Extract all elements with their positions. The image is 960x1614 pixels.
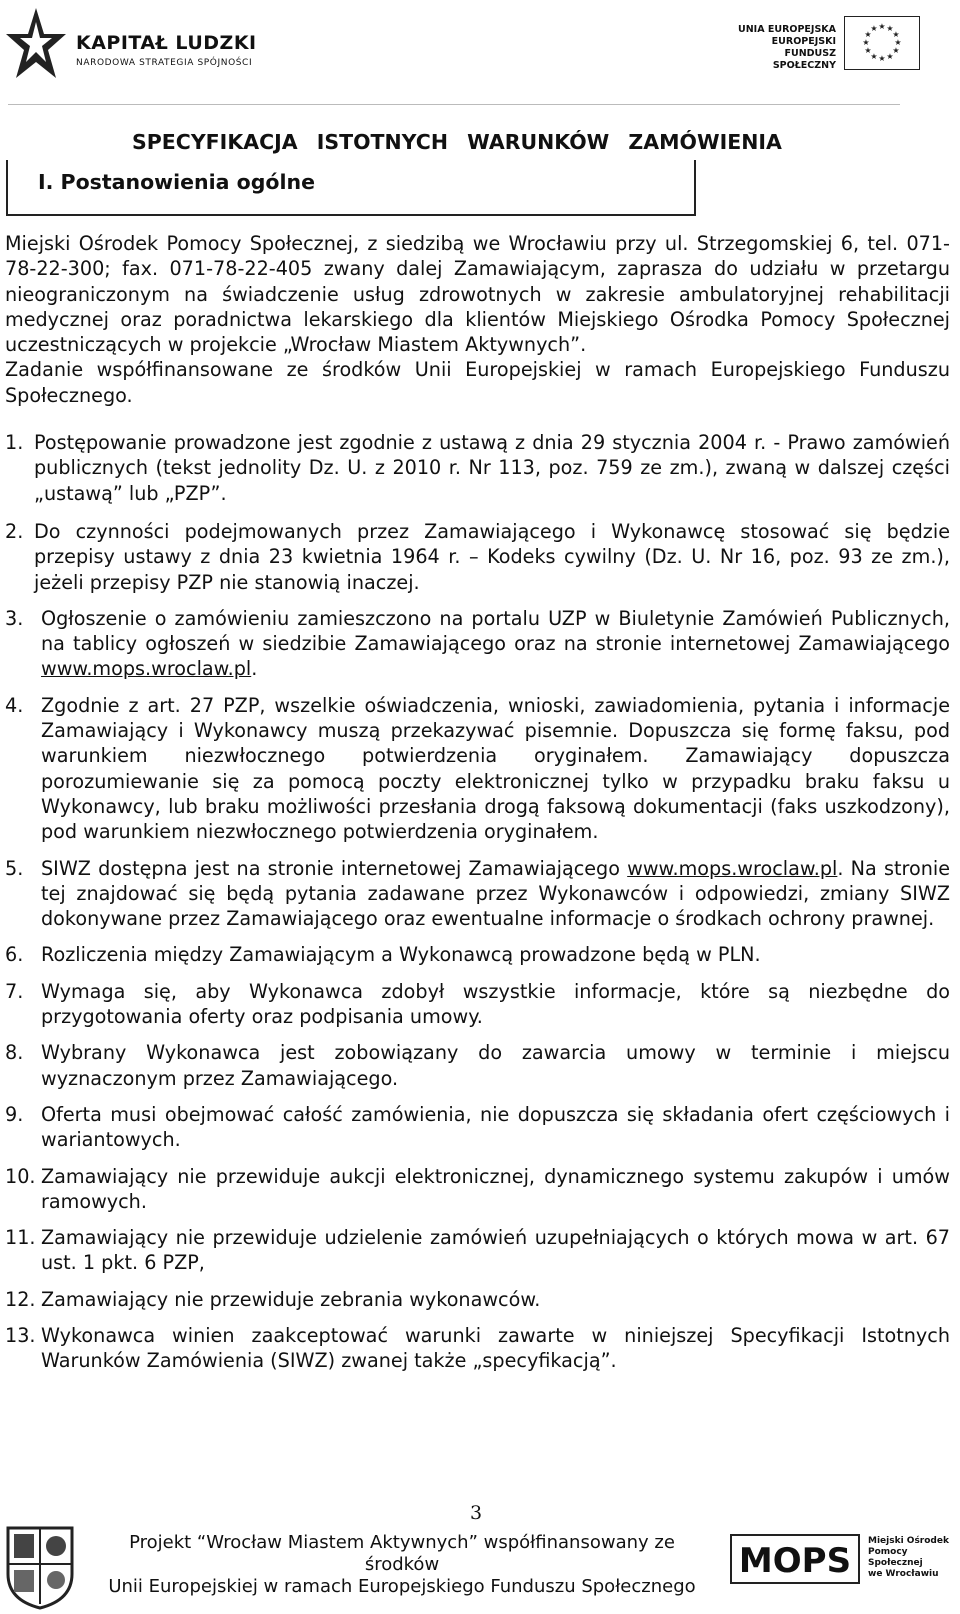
title-box — [6, 124, 782, 218]
list-item-number: 1. — [5, 431, 24, 455]
document-title: SPECYFIKACJA ISTOTNYCH WARUNKÓW ZAMÓWIENIA — [132, 130, 782, 154]
list-item-number: 2. — [5, 519, 24, 543]
list-item — [5, 1040, 950, 1091]
kapital-ludzki-star-icon — [4, 4, 68, 84]
list-item-text: Zgodnie z art. 27 PZP, wszelkie oświadczenia, wnioski, zawiadomienia, pytania i informacje Zamawiający i Wykonawcy muszą przekazywać pisemnie. Dopuszcza się formę faksu, pod warunkiem niezwłocznego potwierdzenia oryginałem. Zamawiający dopuszcza porozumiewanie się za pomocą poczty elektronicznej tylko w przypadku braku faksu u Wykonawcy, lub braku możliwości przesłania drogą faksową dokumentacji (faks uszkodzony), pod warunkiem niezwłocznego potwierdzenia oryginałem. — [41, 693, 950, 844]
svg-text:★: ★ — [864, 46, 872, 55]
svg-text:★: ★ — [878, 54, 886, 63]
kapital-ludzki-logo — [4, 4, 264, 84]
list-item — [5, 1225, 950, 1276]
list-item-text: Postępowanie prowadzone jest zgodnie z ustawą z dnia 29 stycznia 2004 r. - Prawo zamówień publicznych (tekst jednolity Dz. U. z 2010 r. Nr 113, poz. 759 ze zm.), zwaną w dalszej części „ustawą” lub „PZP”. — [34, 431, 950, 505]
list-item — [5, 1102, 950, 1153]
list-item-text: Ogłoszenie o zamówieniu zamieszczono na portalu UZP w Biuletynie Zamówień Publicznych, na tablicy ogłoszeń w siedzibie Zamawiającego oraz na stronie internetowej Zamawiającego — [41, 606, 950, 656]
intro-paragraph: Miejski Ośrodek Pomocy Społecznej, z siedzibą we Wrocławiu przy ul. Strzegomskiej 6, tel. 071-78-22-300; fax. 071-78-22-405 zwany dalej Zamawiającym, zaprasza do udziału w przetargu nieograniczonym na świadczenie usług zdrowotnych w zakresie ambulatoryjnej rehabilitacji medycznej oraz poradnictwa lekarskiego dla klientów Miejskiego Ośrodka Pomocy Społecznej uczestniczących w projekcie „Wrocław Miastem Aktywnych”. — [5, 232, 950, 357]
eu-line: UNIA EUROPEJSKA — [738, 24, 836, 35]
eu-logo-text — [730, 24, 836, 72]
mops-logo-text: MOPS — [738, 1541, 852, 1581]
list-item-number: 8. — [5, 1041, 24, 1065]
list-item — [5, 606, 950, 682]
list-item-text: Wybrany Wykonawca jest zobowiązany do zawarcia umowy w terminie i miejscu wyznaczonym przez Zamawiającego. — [41, 1041, 950, 1090]
list-item-number: 9. — [5, 1102, 24, 1126]
list-item-text: . — [251, 657, 258, 681]
list-item-number: 7. — [5, 979, 24, 1003]
list-item-number: 13. — [5, 1323, 36, 1347]
list-item-text: Rozliczenia między Zamawiającym a Wykonawcą prowadzone będą w PLN. — [41, 943, 761, 967]
svg-text:★: ★ — [878, 22, 886, 31]
mops-logo — [730, 1534, 860, 1584]
mops-name-line: Miejski Ośrodek — [868, 1536, 949, 1546]
svg-text:★: ★ — [886, 52, 894, 61]
list-item — [5, 519, 950, 595]
eu-logo — [730, 16, 920, 72]
mops-website-link[interactable]: www.mops.wroclaw.pl — [41, 657, 252, 681]
list-item-text: Zamawiający nie przewiduje aukcji elektronicznej, dynamicznego systemu zakupów i umów ramowych. — [41, 1164, 950, 1213]
footer-line: Projekt “Wrocław Miastem Aktywnych” współfinansowany ze środków — [129, 1532, 675, 1575]
list-item — [5, 942, 950, 967]
mops-website-link[interactable]: www.mops.wroclaw.pl — [627, 856, 838, 880]
wroclaw-crest-icon — [4, 1524, 76, 1610]
mops-name — [868, 1536, 960, 1580]
list-item-text: Zamawiający nie przewiduje udzielenie zamówień uzupełniających o których mowa w art. 67 ust. 1 pkt. 6 PZP, — [41, 1226, 950, 1275]
kapital-ludzki-subtitle: NARODOWA STRATEGIA SPÓJNOŚCI — [76, 58, 253, 68]
list-item-number: 5. — [5, 856, 24, 880]
eu-flag-icon — [844, 16, 920, 70]
cofinancing-paragraph: Zadanie współfinansowane ze środków Unii Europejskiej w ramach Europejskiego Funduszu Społecznego. — [5, 358, 950, 407]
document-body — [5, 231, 950, 1385]
svg-text:★: ★ — [870, 52, 878, 61]
mops-name-line: Pomocy Społecznej — [868, 1547, 923, 1568]
list-item-text: Wymaga się, aby Wykonawca zdobył wszystkie informacje, które są niezbędne do przygotowania oferty oraz podpisania umowy. — [41, 979, 950, 1029]
list-item — [5, 1323, 950, 1374]
list-item — [5, 430, 950, 506]
section-heading: I. Postanowienia ogólne — [38, 170, 316, 194]
eu-line: EUROPEJSKI — [771, 36, 836, 47]
project-footer-text — [92, 1532, 712, 1598]
list-item-text: Wykonawca winien zaakceptować warunki zawarte w niniejszej Specyfikacji Istotnych Warunków Zamówienia (SIWZ) zwanej także „specyfikacją”. — [41, 1323, 950, 1373]
list-item — [5, 1164, 950, 1215]
svg-text:★: ★ — [870, 24, 878, 33]
list-item-number: 11. — [5, 1226, 36, 1250]
kapital-ludzki-title: KAPITAŁ LUDZKI — [76, 32, 257, 54]
svg-text:★: ★ — [864, 30, 872, 39]
svg-text:★: ★ — [892, 30, 900, 39]
list-item-number: 4. — [5, 693, 24, 717]
svg-text:★: ★ — [892, 46, 900, 55]
svg-text:★: ★ — [862, 38, 870, 47]
list-item — [5, 856, 950, 932]
list-item-number: 3. — [5, 606, 24, 630]
general-provisions-list — [5, 430, 950, 1374]
list-item-text: Zamawiający nie przewiduje zebrania wykonawców. — [41, 1287, 541, 1311]
header-divider — [8, 104, 900, 105]
page-footer — [0, 1502, 960, 1614]
page-number: 3 — [470, 1502, 483, 1524]
list-item-text: SIWZ dostępna jest na stronie internetowej Zamawiającego — [41, 856, 628, 880]
list-item — [5, 979, 950, 1030]
eu-line: FUNDUSZ SPOŁECZNY — [772, 48, 836, 71]
list-item-text: Oferta musi obejmować całość zamówienia, nie dopuszcza się składania ofert częściowych i wariantowych. — [41, 1102, 950, 1152]
svg-text:★: ★ — [894, 38, 902, 47]
svg-text:★: ★ — [886, 24, 894, 33]
list-item — [5, 1287, 950, 1312]
list-item — [5, 693, 950, 845]
list-item-number: 10. — [5, 1164, 36, 1188]
mops-name-line: we Wrocławiu — [868, 1569, 939, 1579]
page-header — [0, 0, 960, 108]
list-item-text: . Na stronie tej znajdować się będą pytania zadawane przez Wykonawców i odpowiedzi, zmiany SIWZ dokonywane przez Zamawiającego oraz ewentualne informacje o środkach ochrony prawnej. — [41, 856, 950, 931]
footer-line: Unii Europejskiej w ramach Europejskiego Funduszu Społecznego — [108, 1576, 696, 1597]
list-item-text: Do czynności podejmowanych przez Zamawiającego i Wykonawcę stosować się będzie przepisy ustawy z dnia 23 kwietnia 1964 r. – Kodeks cywilny (Dz. U. Nr 16, poz. 93 ze zm.), jeżeli przepisy PZP nie stanowią inaczej. — [34, 519, 950, 594]
list-item-number: 6. — [5, 943, 24, 967]
list-item-number: 12. — [5, 1287, 36, 1311]
